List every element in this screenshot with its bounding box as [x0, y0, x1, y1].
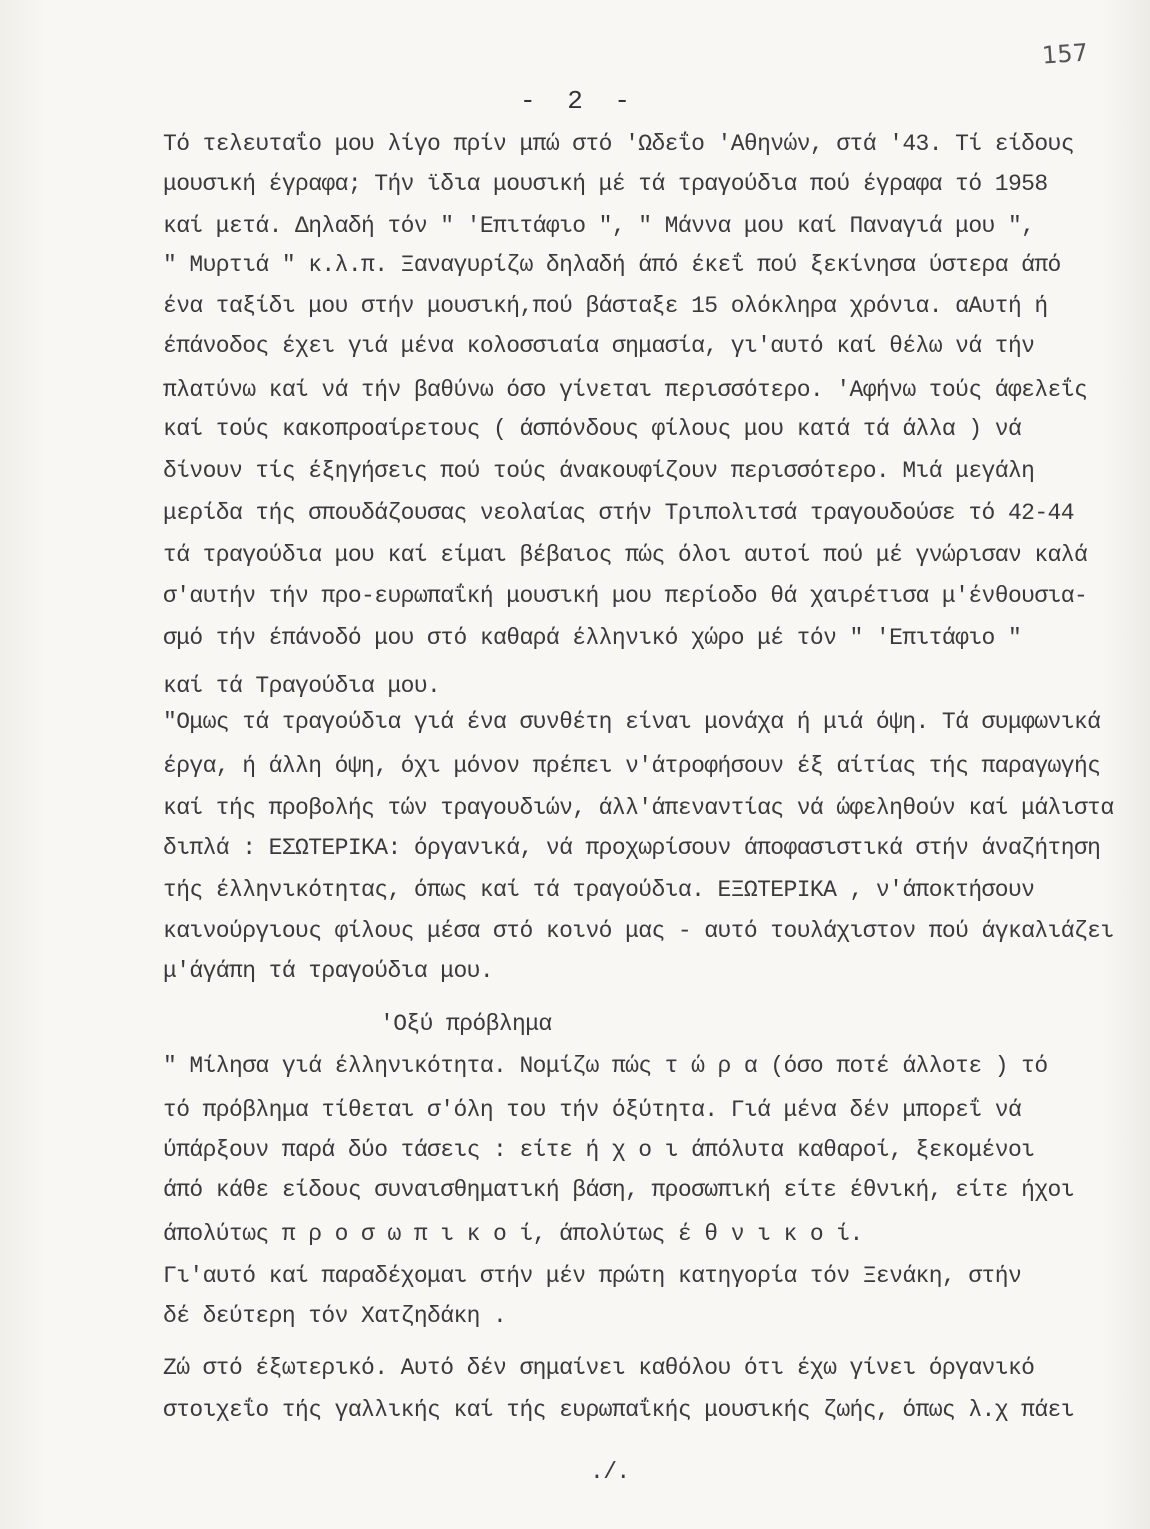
- text-line: δίνουν τίς έξηγήσεις πού τούς άνακουφίζουν περισσότερο. Μιά μεγάλη: [163, 458, 1035, 484]
- archive-number: 157: [1041, 38, 1089, 70]
- text-line: "Ομως τά τραγούδια γιά ένα συνθέτη είναι μονάχα ή μιά όψη. Τά συμφωνικά: [163, 709, 1101, 735]
- text-line: διπλά : ΕΣΩΤΕΡΙΚΑ: όργανικά, νά προχωρίσουν άποφασιστικά στήν άναζήτηση: [163, 835, 1101, 861]
- text-line: δέ δεύτερη τόν Χατζηδάκη .: [163, 1303, 507, 1329]
- text-line: καί μετά. Δηλαδή τόν " 'Επιτάφιο ", " Μάννα μου καί Παναγιά μου ",: [163, 213, 1035, 239]
- text-line: τά τραγούδια μου καί είμαι βέβαιος πώς όλοι αυτοί πού μέ γνώρισαν καλά: [163, 542, 1088, 568]
- section-heading: 'Οξύ πρόβλημα: [380, 1011, 552, 1037]
- continuation-mark: ./.: [590, 1459, 630, 1485]
- text-line: μουσική έγραφα; Τήν ϊδια μουσική μέ τά τραγούδια πού έγραφα τό 1958: [163, 171, 1048, 197]
- text-line: Τό τελευταΐο μου λίγο πρίν μπώ στό 'Ωδεΐο 'Αθηνών, στά '43. Τί είδους: [163, 131, 1074, 157]
- text-line: τής έλληνικότητας, όπως καί τά τραγούδια. ΕΞΩΤΕΡΙΚΑ , ν'άποκτήσουν: [163, 877, 1035, 903]
- text-line: Ζώ στό έξωτερικό. Αυτό δέν σημαίνει καθόλου ότι έχω γίνει όργανικό: [163, 1355, 1035, 1381]
- text-line: Γι'αυτό καί παραδέχομαι στήν μέν πρώτη κατηγορία τόν Ξενάκη, στήν: [163, 1263, 1022, 1289]
- text-line: μ'άγάπη τά τραγούδια μου.: [163, 958, 494, 984]
- text-line: καινούργιους φίλους μέσα στό κοινό μας - αυτό τουλάχιστον πού άγκαλιάζει: [163, 918, 1114, 944]
- text-line: ένα ταξίδι μου στήν μουσική,πού βάσταξε 15 ολόκληρα χρόνια. αΑυτή ή: [163, 293, 1048, 319]
- text-line: " Μυρτιά " κ.λ.π. Ξαναγυρίζω δηλαδή άπό έκεΐ πού ξεκίνησα ύστερα άπό: [163, 252, 1061, 278]
- text-line: καί τούς κακοπροαίρετους ( άσπόνδους φίλους μου κατά τά άλλα ) νά: [163, 416, 1022, 442]
- text-line: σ'αυτήν τήν προ-ευρωπαΐκή μουσική μου περίοδο θά χαιρέτισα μ'ένθουσια-: [163, 583, 1088, 609]
- text-line: άπολύτως π ρ ο σ ω π ι κ ο ί, άπολύτως έ θ ν ι κ ο ί.: [163, 1221, 863, 1247]
- text-line: πλατύνω καί νά τήν βαθύνω όσο γίνεται περισσότερο. 'Αφήνω τούς άφελεΐς: [163, 377, 1088, 403]
- page-marker: - 2 -: [520, 86, 639, 116]
- text-line: καί τής προβολής τών τραγουδιών, άλλ'άπεναντίας νά ώφεληθούν καί μάλιστα: [163, 795, 1114, 821]
- text-line: ύπάρξουν παρά δύο τάσεις : είτε ή χ ο ι άπόλυτα καθαροί, ξεκομένοι: [163, 1137, 1035, 1163]
- text-line: έπάνοδος έχει γιά μένα κολοσσιαία σημασία, γι'αυτό καί θέλω νά τήν: [163, 333, 1035, 359]
- text-line: στοιχεΐο τής γαλλικής καί τής ευρωπαΐκής μουσικής ζωής, όπως λ.χ πάει: [163, 1397, 1074, 1423]
- text-line: τό πρόβλημα τίθεται σ'όλη του τήν όξύτητα. Γιά μένα δέν μπορεΐ νά: [163, 1097, 1022, 1123]
- text-line: σμό τήν έπάνοδό μου στό καθαρά έλληνικό χώρο μέ τόν " 'Επιτάφιο ": [163, 625, 1022, 651]
- text-line: καί τά Τραγούδια μου.: [163, 673, 441, 699]
- text-line: έργα, ή άλλη όψη, όχι μόνον πρέπει ν'άτροφήσουν έξ αίτίας τής παραγωγής: [163, 753, 1101, 779]
- text-line: άπό κάθε είδους συναισθηματική βάση, προσωπική είτε έθνική, είτε ήχοι: [163, 1177, 1074, 1203]
- text-line: μερίδα τής σπουδάζουσας νεολαίας στήν Τριπολιτσά τραγουδούσε τό 42-44: [163, 500, 1074, 526]
- text-line: " Μίλησα γιά έλληνικότητα. Νομίζω πώς τ ώ ρ α (όσο ποτέ άλλοτε ) τό: [163, 1053, 1048, 1079]
